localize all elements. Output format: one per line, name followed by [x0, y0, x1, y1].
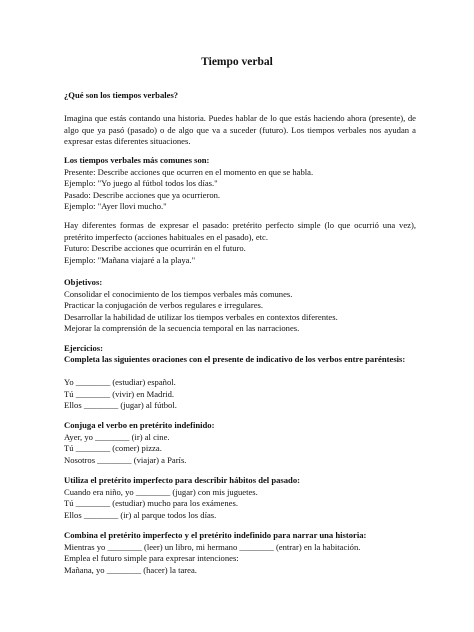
exercise-line: Tú ________ (comer) pizza. — [64, 443, 162, 453]
exercise-line: Mañana, yo ________ (hacer) la tarea. — [64, 564, 197, 575]
future-line: Ejemplo: "Mañana viajaré a la playa." — [64, 254, 196, 265]
future-line: Futuro: Describe acciones que ocurrirán en el futuro. — [64, 243, 246, 253]
exercises-heading: Ejercicios: — [64, 343, 103, 353]
exercise-line: Nosotros ________ (viajar) a París. — [64, 454, 187, 465]
exercise-line: Cuando era niño, yo ________ (jugar) con mis juguetes. — [64, 486, 258, 497]
exercise-line: Ayer, yo ________ (ir) al cine. — [64, 431, 170, 442]
exercise-1-instruction: Completa las siguientes oraciones con el presente de indicativo de los verbos entre paréntesis: — [64, 354, 406, 364]
objective-item: Practicar la conjugación de verbos regulares e irregulares. — [64, 300, 263, 310]
objectives-section — [64, 277, 416, 335]
past-paragraph: Hay diferentes formas de expresar el pasado: pretérito perfecto simple (lo que ocurrió una vez), pretérito imperfecto (acciones habituales en el pasado), etc. — [64, 220, 416, 242]
exercise-4 — [64, 530, 416, 576]
exercise-3-instruction: Utiliza el pretérito imperfecto para describir hábitos del pasado: — [64, 475, 300, 485]
common-line: Pasado: Describe acciones que ya ocurrieron. — [64, 189, 221, 200]
common-line: Ejemplo: "Yo juego al fútbol todos los días." — [64, 178, 218, 188]
exercises-section — [64, 343, 416, 355]
intro-section — [64, 90, 416, 102]
objective-item: Consolidar el conocimiento de los tiempos verbales más comunes. — [64, 288, 293, 299]
intro-paragraph: Imagina que estás contando una historia. Puedes hablar de lo que estás haciendo ahora (presente), de algo que ya pasó (pasado) o de algo que va a suceder (futuro). Los tiempos verbales nos ayudan a expresar estas diferentes situaciones. — [64, 113, 416, 146]
document-title: Tiempo verbal — [201, 56, 273, 68]
exercise-line: Emplea el futuro simple para expresar intenciones: — [64, 553, 239, 563]
common-line: Presente: Describe acciones que ocurren en el momento en que se habla. — [64, 166, 314, 177]
exercise-1-instruction-block — [64, 354, 416, 366]
common-line: Ejemplo: "Ayer llovi mucho." — [64, 201, 167, 211]
exercise-line: Ellos ________ (jugar) al fútbol. — [64, 400, 177, 410]
intro-heading: ¿Qué son los tiempos verbales? — [64, 90, 179, 100]
common-tenses-section — [64, 155, 416, 213]
intro-paragraph-block — [64, 113, 416, 148]
exercise-line: Yo ________ (estudiar) español. — [64, 377, 176, 387]
exercise-line: Mientras yo ________ (leer) un libro, mi hermano ________ (entrar) en la habitación. — [64, 541, 361, 552]
exercise-2 — [64, 420, 416, 466]
objectives-heading: Objetivos: — [64, 277, 103, 287]
exercise-line: Tú ________ (estudiar) mucho para los exámenes. — [64, 498, 238, 508]
exercise-line: Ellos ________ (ir) al parque todos los días. — [64, 509, 217, 520]
exercise-4-instruction: Combina el pretérito imperfecto y el pretérito indefinido para narrar una historia: — [64, 530, 367, 540]
common-tenses-heading: Los tiempos verbales más comunes son: — [64, 155, 210, 165]
objective-item: Desarrollar la habilidad de utilizar los tiempos verbales en contextos diferentes. — [64, 311, 338, 322]
exercise-3 — [64, 475, 416, 521]
past-section — [64, 220, 416, 243]
future-section — [64, 243, 416, 266]
exercise-1-lines — [64, 377, 416, 412]
exercise-line: Tú ________ (vivir) en Madrid. — [64, 388, 175, 399]
objective-item: Mejorar la comprensión de la secuencia temporal en las narraciones. — [64, 323, 300, 333]
exercise-2-instruction: Conjuga el verbo en pretérito indefinido: — [64, 420, 215, 430]
